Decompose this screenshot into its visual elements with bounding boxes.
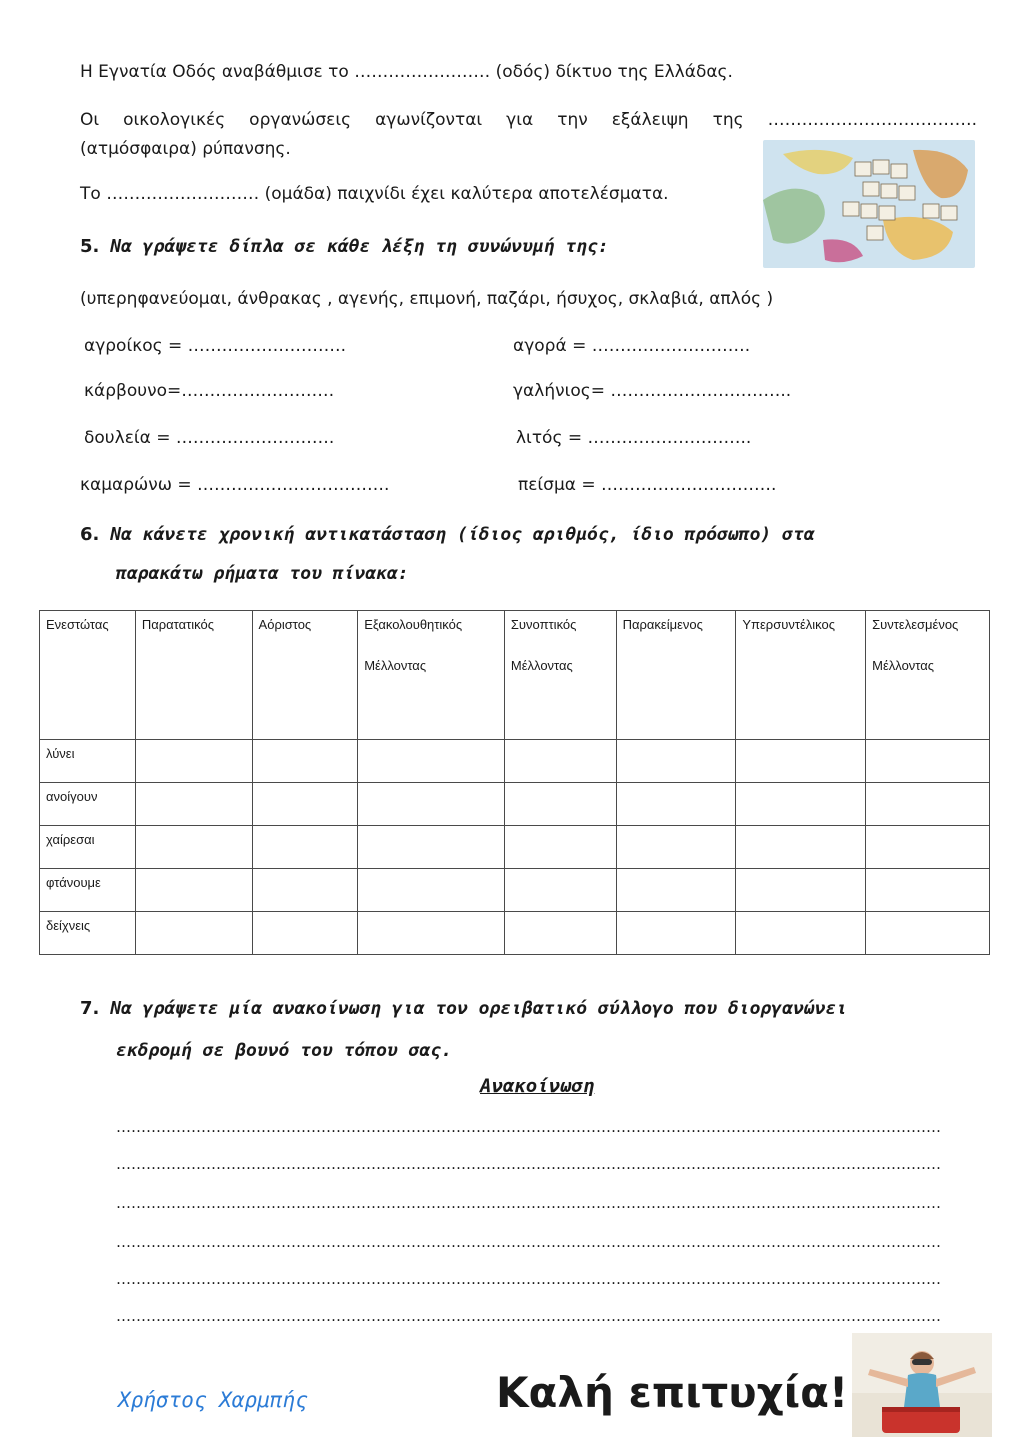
answer-cell[interactable] [866,826,990,869]
tense-table-header [40,611,990,740]
header-cell: Υπερσυντέλικος [736,611,866,740]
table-row [40,783,990,826]
world-map-image [763,140,975,268]
verb-cell: λύνει [40,740,136,783]
table-row [40,869,990,912]
answer-cell[interactable] [866,912,990,955]
answer-cell[interactable] [358,783,505,826]
section7-heading [80,998,847,1019]
announcement-title: Ανακοίνωση [480,1075,595,1097]
answer-line-5[interactable]: ………………………………………………………………………………………………………………………………………………… [116,1270,941,1288]
answer-line-6[interactable]: ………………………………………………………………………………………………………………………………………………… [116,1307,941,1325]
table-row [40,740,990,783]
section5-title: Να γράψετε δίπλα σε κάθε λέξη τη συνώνυμή της: [110,236,609,257]
answer-cell[interactable] [616,783,736,826]
header-cell: Παρακείμενος [616,611,736,740]
section5-heading [80,236,609,257]
section6-title-line2: παρακάτω ρήματα του πίνακα: [116,563,409,584]
answer-cell[interactable] [504,740,616,783]
answer-cell[interactable] [358,869,505,912]
sentence-ecology: Οι οικολογικές οργανώσεις αγωνίζονται για την εξάλειψη της ………………………………. [80,110,977,130]
synonym-left-4[interactable]: καμαρώνω = ……………………………. [80,475,390,495]
answer-cell[interactable] [252,912,358,955]
header-cell: Συνοπτικός Μέλλοντας [504,611,616,740]
section6-number: 6. [80,524,100,545]
answer-cell[interactable] [135,826,252,869]
section7-number: 7. [80,998,100,1019]
verb-cell: χαίρεσαι [40,826,136,869]
answer-cell[interactable] [504,826,616,869]
answer-cell[interactable] [616,869,736,912]
header-cell: Συντελεσμένος Μέλλοντας [866,611,990,740]
good-luck-text: Καλή επιτυχία! [496,1368,849,1417]
answer-cell[interactable] [866,740,990,783]
answer-cell[interactable] [135,783,252,826]
section6-heading [80,524,815,545]
word-bank: (υπερηφανεύομαι, άνθρακας , αγενής, επιμονή, παζάρι, ήσυχος, σκλαβιά, απλός ) [80,289,774,309]
answer-cell[interactable] [135,869,252,912]
answer-cell[interactable] [504,912,616,955]
answer-cell[interactable] [866,783,990,826]
sentence-ecology-cont: (ατμόσφαιρα) ρύπανσης. [80,139,291,159]
answer-cell[interactable] [736,740,866,783]
answer-cell[interactable] [736,912,866,955]
header-cell: Ενεστώτας [40,611,136,740]
synonym-left-1[interactable]: αγροίκος = ………………………. [84,336,347,356]
verb-cell: δείχνεις [40,912,136,955]
header-cell: Εξακολουθητικός Μέλλοντας [358,611,505,740]
answer-cell[interactable] [736,783,866,826]
answer-cell[interactable] [736,826,866,869]
synonym-right-3[interactable]: λιτός = ……………………….. [516,428,752,448]
answer-cell[interactable] [504,869,616,912]
synonym-right-4[interactable]: πείσμα = …………………………. [518,475,777,495]
table-row [40,826,990,869]
answer-cell[interactable] [358,740,505,783]
travel-girl-image [852,1333,992,1437]
answer-cell[interactable] [358,826,505,869]
answer-line-4[interactable]: ………………………………………………………………………………………………………………………………………………… [116,1233,941,1251]
sentence-egnatia: Η Εγνατία Οδός αναβάθμισε το …………………… (οδός) δίκτυο της Ελλάδας. [80,62,733,82]
section6-title-line1: Να κάνετε χρονική αντικατάσταση (ίδιος αριθμός, ίδιο πρόσωπο) στα [110,524,815,545]
table-row [40,912,990,955]
answer-cell[interactable] [135,740,252,783]
verb-cell: ανοίγουν [40,783,136,826]
section5-number: 5. [80,236,100,257]
synonym-left-2[interactable]: κάρβουνο=……………………… [84,381,335,401]
answer-cell[interactable] [252,740,358,783]
section7-title-line2: εκδρομή σε βουνό του τόπου σας. [116,1040,452,1061]
sentence-team: Το ……………………… (ομάδα) παιχνίδι έχει καλύτερα αποτελέσματα. [80,184,669,204]
answer-cell[interactable] [135,912,252,955]
answer-cell[interactable] [866,869,990,912]
answer-cell[interactable] [616,912,736,955]
verb-cell: φτάνουμε [40,869,136,912]
answer-cell[interactable] [616,740,736,783]
answer-cell[interactable] [252,826,358,869]
answer-cell[interactable] [504,783,616,826]
answer-line-2[interactable]: ………………………………………………………………………………………………………………………………………………… [116,1155,941,1173]
header-cell: Αόριστος [252,611,358,740]
synonym-right-1[interactable]: αγορά = ………………………. [513,336,751,356]
answer-cell[interactable] [736,869,866,912]
answer-cell[interactable] [252,783,358,826]
answer-cell[interactable] [252,869,358,912]
answer-cell[interactable] [358,912,505,955]
section7-title-line1: Να γράψετε μία ανακοίνωση για τον ορειβατικό σύλλογο που διοργανώνει [110,998,848,1019]
tense-table [39,610,990,955]
answer-line-3[interactable]: ………………………………………………………………………………………………………………………………………………… [116,1194,941,1212]
header-cell: Παρατατικός [135,611,252,740]
answer-cell[interactable] [616,826,736,869]
synonym-left-3[interactable]: δουλεία = ………………………. [84,428,335,448]
answer-line-1[interactable]: ………………………………………………………………………………………………………………………………………………… [116,1118,941,1136]
author-name: Χρήστος Χαρμπής [118,1388,308,1412]
synonym-right-2[interactable]: γαλήνιος= ………………………….. [513,381,792,401]
